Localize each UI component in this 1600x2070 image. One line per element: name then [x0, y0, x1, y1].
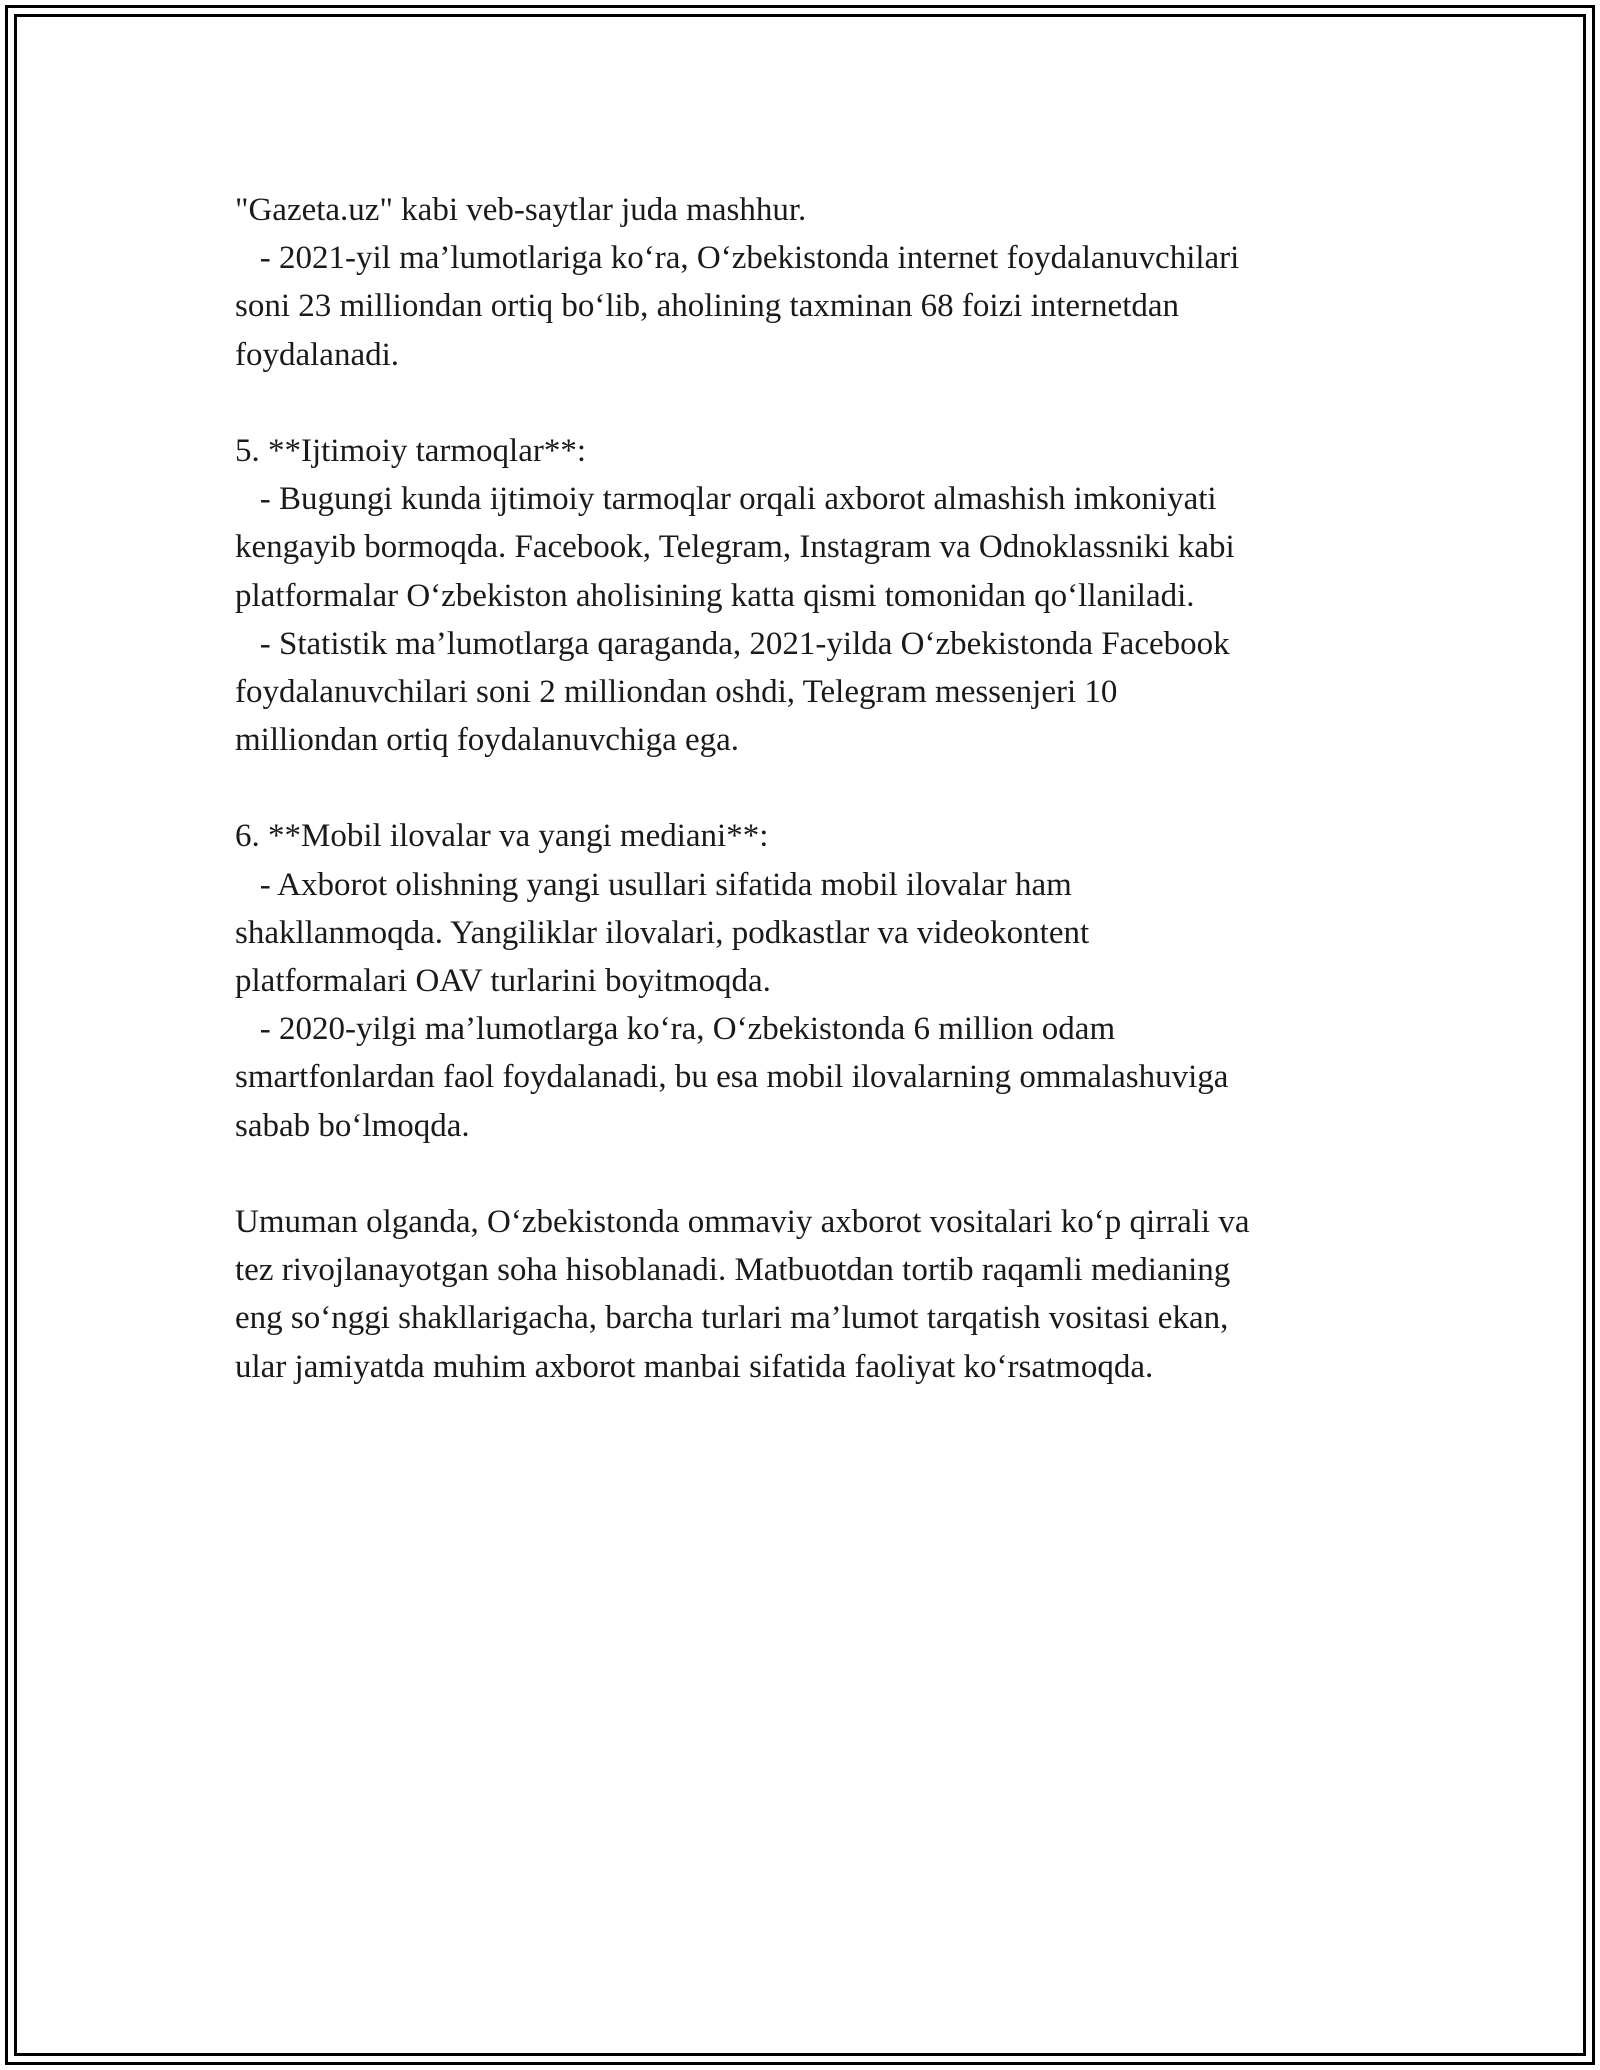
text-line: soni 23 milliondan ortiq bo‘lib, aholining taxminan 68 foizi internetdan [235, 288, 1180, 325]
text-line: tez rivojlanayotgan soha hisoblanadi. Matbuotdan tortib raqamli medianing [235, 1252, 1231, 1289]
text-line: - 2021-yil ma’lumotlariga ko‘ra, O‘zbekistonda internet foydalanuvchilari [235, 240, 1240, 277]
text-line: - Axborot olishning yangi usullari sifatida mobil ilovalar ham [235, 866, 1072, 903]
text-line: Umuman olganda, O‘zbekistonda ommaviy axborot vositalari ko‘p qirrali va [235, 1203, 1250, 1240]
text-line: foydalanuvchilari soni 2 milliondan oshdi, Telegram messenjeri 10 [235, 673, 1118, 710]
document-body [235, 186, 1375, 1391]
paragraph-internet [235, 186, 1375, 379]
text-line: eng so‘nggi shakllarigacha, barcha turlari ma’lumot tarqatish vositasi ekan, [235, 1300, 1229, 1337]
text-line: milliondan ortiq foydalanuvchiga ega. [235, 722, 740, 759]
paragraph-mobile-apps [235, 812, 1375, 1149]
paragraph-social-networks [235, 427, 1375, 764]
text-line: sabab bo‘lmoqda. [235, 1107, 470, 1144]
paragraph-spacer [235, 1150, 1375, 1198]
section-heading: 5. **Ijtimoiy tarmoqlar**: [235, 432, 587, 469]
text-line: kengayib bormoqda. Facebook, Telegram, Instagram va Odnoklassniki kabi [235, 529, 1235, 566]
text-line: platformalari OAV turlarini boyitmoqda. [235, 963, 771, 999]
text-line: smartfonlardan faol foydalanadi, bu esa mobil ilovalarning ommalashuviga [235, 1059, 1229, 1096]
paragraph-conclusion [235, 1198, 1375, 1391]
text-line: "Gazeta.uz" kabi veb-saytlar juda mashhur. [235, 192, 807, 228]
text-line: - Statistik ma’lumotlarga qaraganda, 2021-yilda O‘zbekistonda Facebook [235, 625, 1230, 662]
paragraph-spacer [235, 764, 1375, 812]
section-heading: 6. **Mobil ilovalar va yangi mediani**: [235, 818, 769, 855]
text-line: ular jamiyatda muhim axborot manbai sifatida faoliyat ko‘rsatmoqda. [235, 1348, 1154, 1385]
paragraph-spacer [235, 379, 1375, 427]
text-line: - 2020-yilgi ma’lumotlarga ko‘ra, O‘zbekistonda 6 million odam [235, 1011, 1116, 1048]
text-line: - Bugungi kunda ijtimoiy tarmoqlar orqali axborot almashish imkoniyati [235, 481, 1217, 518]
text-line: shakllanmoqda. Yangiliklar ilovalari, podkastlar va videokontent [235, 914, 1090, 951]
text-line: platformalar O‘zbekiston aholisining katta qismi tomonidan qo‘llaniladi. [235, 577, 1195, 614]
text-line: foydalanadi. [235, 336, 400, 373]
